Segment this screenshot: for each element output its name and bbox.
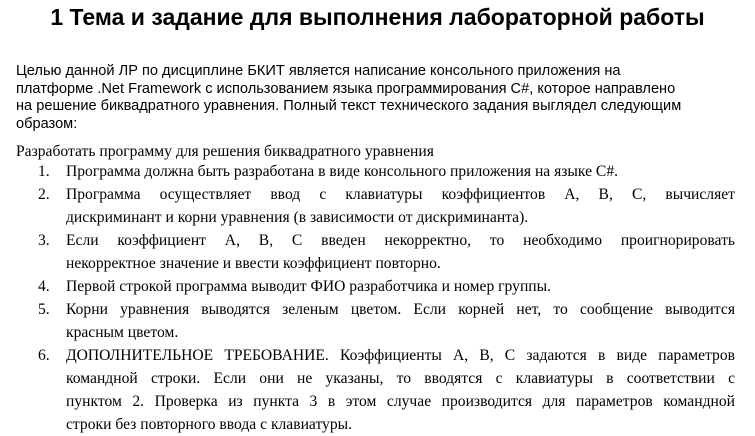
requirement-text bbox=[66, 298, 735, 344]
task-statement: Разработать программу для решения биквадратного уравнения bbox=[16, 143, 434, 160]
requirement-text bbox=[66, 160, 735, 183]
requirement-text bbox=[66, 183, 735, 229]
requirement-text bbox=[66, 229, 735, 275]
requirement-line: некорректное значение и ввести коэффициент повторно. bbox=[66, 255, 441, 272]
requirement-text bbox=[66, 275, 735, 298]
requirement-item bbox=[0, 344, 755, 436]
requirements-list bbox=[0, 160, 755, 436]
requirement-line: пунктом 2. Проверка из пункта 3 в этом случае производится для параметров командной bbox=[66, 393, 735, 410]
requirement-line: красным цветом. bbox=[66, 324, 179, 341]
intro-line: платформе .Net Framework с использованием языка программирования C#, которое направлено bbox=[16, 80, 676, 97]
requirement-line: Если коэффициент А, В, С введен некорректно, то необходимо проигнорировать bbox=[66, 232, 735, 249]
requirement-line: Программа должна быть разработана в виде консольного приложения на языке C#. bbox=[66, 163, 619, 180]
section-heading: 1 Тема и задание для выполнения лабораторной работы bbox=[50, 4, 705, 30]
requirement-text bbox=[66, 344, 735, 436]
intro-paragraph bbox=[16, 63, 716, 133]
requirement-item bbox=[0, 298, 755, 344]
requirement-line: ДОПОЛНИТЕЛЬНОЕ ТРЕБОВАНИЕ. Коэффициенты А, В, С задаются в виде параметров bbox=[66, 347, 735, 364]
requirement-number: 5. bbox=[38, 301, 50, 318]
requirement-item bbox=[0, 275, 755, 298]
requirement-number: 6. bbox=[38, 347, 50, 364]
requirement-number: 3. bbox=[38, 232, 50, 249]
requirement-line: командной строки. Если они не указаны, то вводятся с клавиатуры в соответствии с bbox=[66, 370, 735, 387]
requirement-number: 2. bbox=[38, 186, 50, 203]
intro-line: образом: bbox=[16, 115, 78, 132]
requirement-line: Первой строкой программа выводит ФИО разработчика и номер группы. bbox=[66, 278, 552, 295]
requirement-number: 4. bbox=[38, 278, 50, 295]
intro-line: на решение биквадратного уравнения. Полный текст технического задания выглядел следующим bbox=[16, 98, 682, 114]
requirement-line: Программа осуществляет ввод с клавиатуры коэффициентов А, В, С, вычисляет bbox=[66, 186, 735, 203]
requirement-item bbox=[0, 183, 755, 229]
intro-line: Целью данной ЛР по дисциплине БКИТ является написание консольного приложения на bbox=[16, 63, 621, 79]
requirement-line: строки без повторного ввода с клавиатуры. bbox=[66, 416, 353, 433]
requirement-line: Корни уравнения выводятся зеленым цветом. Если корней нет, то сообщение выводится bbox=[66, 301, 735, 318]
requirement-line: дискриминант и корни уравнения (в зависимости от дискриминанта). bbox=[66, 209, 529, 226]
requirement-item bbox=[0, 160, 755, 183]
requirement-item bbox=[0, 229, 755, 275]
requirement-number: 1. bbox=[38, 163, 50, 180]
